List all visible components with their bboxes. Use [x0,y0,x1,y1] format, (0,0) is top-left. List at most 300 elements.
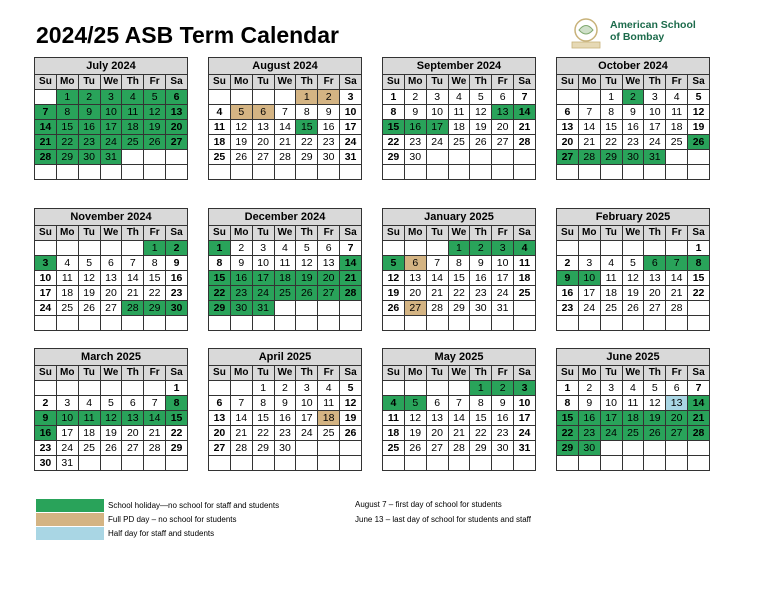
legend-label-pd-day: Full PD day – no school for students [108,515,237,524]
day-cell: 2 [492,381,514,396]
day-cell: 23 [492,426,514,441]
day-cell: 9 [318,105,340,120]
day-cell: 8 [557,396,579,411]
weekday-header: Mo [404,226,426,241]
day-cell [426,316,448,331]
day-cell: 21 [426,286,448,301]
weekday-header: Su [35,366,57,381]
day-cell: 27 [404,301,426,316]
day-cell [78,316,100,331]
day-cell [274,456,296,471]
day-cell: 12 [296,256,318,271]
day-cell: 21 [35,135,57,150]
weekday-header: Su [557,366,579,381]
day-cell: 2 [35,396,57,411]
weekday-header: We [100,226,122,241]
day-cell: 25 [514,286,536,301]
day-cell: 22 [448,286,470,301]
day-cell: 17 [100,120,122,135]
day-cell: 18 [666,120,688,135]
day-cell: 14 [230,411,252,426]
day-cell: 20 [209,426,231,441]
weekday-header: Su [209,366,231,381]
day-cell [274,90,296,105]
day-cell: 19 [230,135,252,150]
day-cell: 9 [492,396,514,411]
day-cell: 30 [622,150,644,165]
day-cell [318,441,340,456]
day-cell [578,241,600,256]
day-cell: 7 [688,381,710,396]
weekday-header: Fr [666,226,688,241]
day-cell: 13 [644,271,666,286]
day-cell: 13 [318,256,340,271]
day-cell: 29 [209,301,231,316]
day-cell: 9 [578,396,600,411]
day-cell: 5 [296,241,318,256]
day-cell: 24 [56,441,78,456]
day-cell [144,456,166,471]
day-cell [557,456,579,471]
day-cell: 31 [56,456,78,471]
day-cell: 3 [252,241,274,256]
month-title: June 2025 [557,349,710,366]
day-cell: 23 [230,286,252,301]
weekday-header: Fr [318,226,340,241]
day-cell [557,316,579,331]
day-cell [688,165,710,180]
day-cell: 3 [644,90,666,105]
day-cell: 17 [296,411,318,426]
day-cell: 5 [644,381,666,396]
day-cell [35,381,57,396]
day-cell [340,301,362,316]
day-cell: 4 [622,381,644,396]
weekday-header: Fr [144,366,166,381]
day-cell: 10 [578,271,600,286]
day-cell: 1 [252,381,274,396]
weekday-header: Mo [230,75,252,90]
day-cell: 25 [209,150,231,165]
weekday-header: Th [122,75,144,90]
day-cell [340,165,362,180]
day-cell: 30 [35,456,57,471]
day-cell: 3 [100,90,122,105]
day-cell [252,90,274,105]
day-cell [688,316,710,331]
day-cell: 8 [383,105,405,120]
day-cell [448,165,470,180]
day-cell: 15 [166,411,188,426]
day-cell [644,241,666,256]
day-cell: 2 [166,241,188,256]
day-cell: 18 [122,120,144,135]
weekday-header: Mo [56,366,78,381]
day-cell: 4 [78,396,100,411]
school-name-line1: American School [610,19,696,31]
day-cell: 25 [274,286,296,301]
day-cell: 30 [492,441,514,456]
weekday-header: Fr [666,75,688,90]
day-cell: 1 [448,241,470,256]
day-cell: 5 [470,90,492,105]
day-cell: 6 [252,105,274,120]
weekday-header: Th [296,75,318,90]
weekday-header: Th [296,226,318,241]
day-cell: 1 [383,90,405,105]
day-cell: 24 [35,301,57,316]
weekday-header: Sa [166,366,188,381]
day-cell: 22 [600,135,622,150]
day-cell [514,150,536,165]
day-cell: 14 [514,105,536,120]
day-cell [230,381,252,396]
day-cell: 3 [492,241,514,256]
day-cell: 19 [144,120,166,135]
day-cell: 28 [230,441,252,456]
day-cell: 16 [78,120,100,135]
day-cell: 21 [274,135,296,150]
day-cell [644,165,666,180]
day-cell [100,316,122,331]
day-cell: 7 [666,256,688,271]
day-cell: 13 [100,271,122,286]
day-cell: 1 [557,381,579,396]
day-cell: 10 [100,105,122,120]
weekday-header: We [100,75,122,90]
day-cell [274,165,296,180]
day-cell: 6 [644,256,666,271]
day-cell: 15 [296,120,318,135]
day-cell: 1 [470,381,492,396]
weekday-header: Fr [492,366,514,381]
day-cell: 20 [644,286,666,301]
day-cell [644,316,666,331]
weekday-header: Su [209,226,231,241]
day-cell [274,316,296,331]
day-cell: 14 [448,411,470,426]
day-cell: 31 [340,150,362,165]
day-cell: 24 [492,286,514,301]
day-cell: 27 [166,135,188,150]
day-cell: 9 [404,105,426,120]
day-cell [78,456,100,471]
day-cell [144,316,166,331]
day-cell: 1 [209,241,231,256]
day-cell: 21 [448,426,470,441]
day-cell: 20 [122,426,144,441]
day-cell: 15 [688,271,710,286]
day-cell: 5 [340,381,362,396]
day-cell [470,316,492,331]
weekday-header: Th [644,75,666,90]
day-cell: 9 [230,256,252,271]
day-cell: 15 [448,271,470,286]
day-cell: 12 [688,105,710,120]
day-cell: 13 [404,271,426,286]
day-cell: 21 [230,426,252,441]
day-cell: 27 [557,150,579,165]
day-cell: 15 [557,411,579,426]
day-cell: 23 [470,286,492,301]
day-cell: 3 [296,381,318,396]
day-cell: 23 [557,301,579,316]
day-cell [622,316,644,331]
day-cell: 25 [78,441,100,456]
weekday-header: We [448,75,470,90]
day-cell: 11 [78,411,100,426]
day-cell: 22 [166,426,188,441]
day-cell: 11 [318,396,340,411]
day-cell: 3 [56,396,78,411]
day-cell: 16 [557,286,579,301]
school-name-line2: of Bombay [610,31,665,43]
day-cell: 6 [557,105,579,120]
day-cell: 27 [100,301,122,316]
day-cell: 25 [122,135,144,150]
day-cell: 3 [426,90,448,105]
day-cell: 17 [252,271,274,286]
day-cell: 6 [100,256,122,271]
day-cell [78,381,100,396]
day-cell: 19 [644,411,666,426]
day-cell [470,165,492,180]
day-cell: 21 [340,271,362,286]
day-cell [144,381,166,396]
day-cell [666,165,688,180]
day-cell: 17 [514,411,536,426]
day-cell: 28 [448,441,470,456]
day-cell: 22 [252,426,274,441]
day-cell: 14 [688,396,710,411]
legend-swatch-half-day [36,527,104,540]
day-cell: 20 [557,135,579,150]
day-cell: 3 [514,381,536,396]
day-cell: 19 [470,120,492,135]
day-cell: 21 [144,426,166,441]
day-cell: 18 [383,426,405,441]
day-cell: 7 [426,256,448,271]
day-cell: 24 [644,135,666,150]
day-cell: 29 [383,150,405,165]
day-cell [296,301,318,316]
day-cell [514,301,536,316]
month-title: March 2025 [35,349,188,366]
day-cell: 9 [166,256,188,271]
weekday-header: Th [644,226,666,241]
day-cell: 18 [622,411,644,426]
day-cell: 10 [340,105,362,120]
day-cell: 8 [56,105,78,120]
day-cell [404,316,426,331]
day-cell: 22 [296,135,318,150]
day-cell [56,381,78,396]
day-cell: 13 [426,411,448,426]
day-cell: 21 [666,286,688,301]
day-cell: 15 [383,120,405,135]
day-cell: 12 [340,396,362,411]
day-cell: 14 [426,271,448,286]
day-cell: 13 [666,396,688,411]
day-cell: 22 [383,135,405,150]
day-cell [78,241,100,256]
day-cell [470,456,492,471]
day-cell [296,165,318,180]
day-cell: 8 [296,105,318,120]
day-cell: 20 [426,426,448,441]
day-cell: 9 [470,256,492,271]
day-cell: 3 [340,90,362,105]
day-cell: 24 [252,286,274,301]
day-cell: 12 [78,271,100,286]
month-title: April 2025 [209,349,362,366]
day-cell: 25 [666,135,688,150]
day-cell: 8 [470,396,492,411]
day-cell: 23 [35,441,57,456]
day-cell [252,165,274,180]
day-cell: 18 [318,411,340,426]
day-cell: 27 [252,150,274,165]
day-cell: 11 [514,256,536,271]
month-title: May 2025 [383,349,536,366]
day-cell [383,165,405,180]
day-cell: 28 [340,286,362,301]
day-cell: 29 [56,150,78,165]
day-cell [100,241,122,256]
legend-label-half-day: Half day for staff and students [108,529,215,538]
day-cell: 5 [78,256,100,271]
day-cell: 29 [144,301,166,316]
day-cell [622,241,644,256]
day-cell: 22 [470,426,492,441]
weekday-header: Su [557,226,579,241]
day-cell: 12 [470,105,492,120]
day-cell: 18 [56,286,78,301]
day-cell: 29 [296,150,318,165]
day-cell [644,441,666,456]
day-cell [688,441,710,456]
note-first-day: August 7 – first day of school for students [355,500,502,509]
weekday-header: Mo [404,75,426,90]
weekday-header: Sa [688,75,710,90]
day-cell [600,441,622,456]
day-cell [514,456,536,471]
day-cell: 2 [274,381,296,396]
day-cell: 4 [318,381,340,396]
day-cell [274,301,296,316]
day-cell: 11 [209,120,231,135]
day-cell: 17 [644,120,666,135]
day-cell: 20 [252,135,274,150]
day-cell: 8 [144,256,166,271]
day-cell: 19 [78,286,100,301]
day-cell: 15 [470,411,492,426]
day-cell: 9 [274,396,296,411]
weekday-header: Sa [340,366,362,381]
day-cell: 8 [209,256,231,271]
day-cell: 26 [383,301,405,316]
day-cell: 13 [492,105,514,120]
day-cell: 13 [557,120,579,135]
day-cell: 9 [78,105,100,120]
day-cell: 22 [688,286,710,301]
day-cell: 10 [492,256,514,271]
weekday-header: Tu [252,226,274,241]
day-cell [688,150,710,165]
day-cell: 27 [318,286,340,301]
weekday-header: Su [209,75,231,90]
day-cell: 30 [318,150,340,165]
day-cell: 14 [122,271,144,286]
weekday-header: We [448,226,470,241]
day-cell [166,150,188,165]
day-cell [230,456,252,471]
month-november-2024 [34,208,188,331]
weekday-header: Tu [252,366,274,381]
day-cell: 6 [426,396,448,411]
day-cell [578,456,600,471]
day-cell [56,241,78,256]
day-cell: 16 [166,271,188,286]
day-cell [557,241,579,256]
day-cell [318,316,340,331]
day-cell: 12 [622,271,644,286]
day-cell: 7 [35,105,57,120]
weekday-header: Th [122,226,144,241]
day-cell: 16 [492,411,514,426]
day-cell: 1 [166,381,188,396]
weekday-header: We [448,366,470,381]
day-cell: 16 [274,411,296,426]
day-cell: 2 [470,241,492,256]
school-crest-icon [568,16,604,50]
month-april-2025 [208,348,362,471]
day-cell: 27 [666,426,688,441]
day-cell [514,316,536,331]
day-cell: 4 [274,241,296,256]
day-cell: 16 [404,120,426,135]
day-cell: 20 [404,286,426,301]
day-cell: 20 [100,286,122,301]
day-cell [383,241,405,256]
day-cell [122,241,144,256]
day-cell [122,456,144,471]
day-cell [296,316,318,331]
day-cell: 24 [426,135,448,150]
day-cell: 12 [404,411,426,426]
day-cell: 21 [122,286,144,301]
day-cell: 17 [600,411,622,426]
day-cell: 10 [600,396,622,411]
day-cell: 8 [166,396,188,411]
weekday-header: We [622,226,644,241]
day-cell [383,381,405,396]
day-cell: 9 [557,271,579,286]
day-cell: 28 [122,301,144,316]
day-cell [666,441,688,456]
day-cell: 30 [230,301,252,316]
school-logo [568,14,728,54]
day-cell [35,316,57,331]
day-cell: 7 [230,396,252,411]
day-cell: 19 [688,120,710,135]
day-cell [340,316,362,331]
weekday-header: Fr [144,75,166,90]
day-cell: 11 [122,105,144,120]
weekday-header: Tu [78,366,100,381]
day-cell: 17 [340,120,362,135]
legend-swatch-holiday [36,499,104,512]
